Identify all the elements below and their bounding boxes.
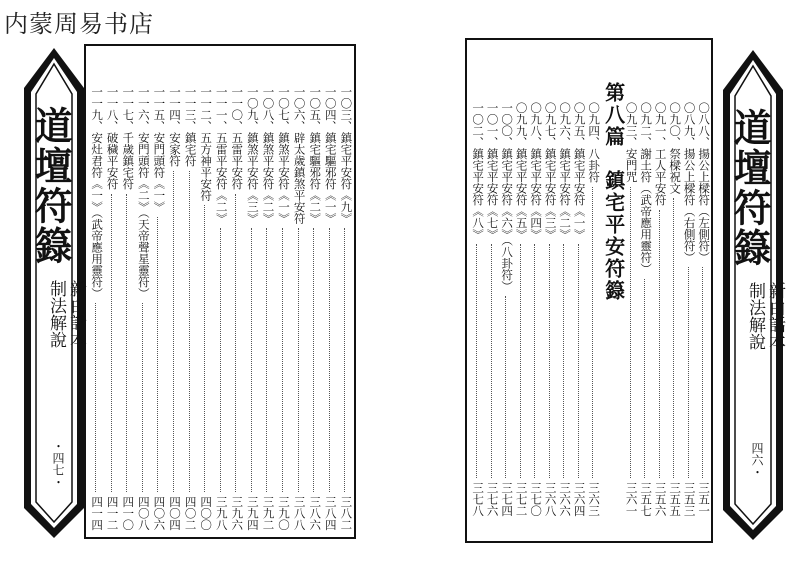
toc-entry[interactable] xyxy=(183,86,198,536)
toc-entry-page: 三六四 xyxy=(572,482,587,517)
toc-entry-title: 一〇五、鎮宅驅邪符《二》 xyxy=(308,86,323,224)
toc-entry-title: 一〇一、鎮宅平安符《七》 xyxy=(485,102,500,240)
toc-entry-title: 一〇九、鎮煞平安符《三》 xyxy=(245,86,260,224)
toc-entry[interactable] xyxy=(682,102,697,522)
page-number: 四六・ xyxy=(750,442,764,478)
dot-leader xyxy=(204,205,206,492)
dot-leader xyxy=(344,228,346,492)
toc-entry[interactable] xyxy=(308,86,323,536)
dot-leader xyxy=(95,303,97,492)
toc-entry[interactable] xyxy=(292,86,307,536)
toc-entry[interactable] xyxy=(245,86,260,536)
dot-leader xyxy=(329,228,331,492)
toc-entry[interactable] xyxy=(668,102,683,522)
left-title-banner xyxy=(24,48,84,538)
toc-entry[interactable] xyxy=(485,102,500,522)
dot-leader xyxy=(251,228,253,492)
toc-entry-page: 三七六 xyxy=(485,482,500,517)
toc-entry[interactable] xyxy=(230,86,245,536)
chapter-title: 第八篇 鎮宅平安符籙 xyxy=(601,82,626,302)
toc-entry-title: 一〇六、辟太歲鎮煞平安符 xyxy=(292,86,307,224)
toc-entry-page: 三五一 xyxy=(697,482,712,517)
dot-leader xyxy=(578,244,580,478)
toc-entry[interactable] xyxy=(152,86,167,536)
right-title-banner xyxy=(723,50,783,540)
dot-leader xyxy=(142,303,144,492)
toc-entry[interactable] xyxy=(543,102,558,522)
toc-entry-page: 三九二 xyxy=(261,496,276,531)
toc-entry-page: 三九四 xyxy=(245,496,260,531)
toc-entry-page: 三六三 xyxy=(587,482,602,517)
toc-entry-page: 四一二 xyxy=(105,496,120,531)
book-subtitle: 新白話本 xyxy=(66,280,86,348)
left-page xyxy=(20,36,356,546)
toc-entry[interactable] xyxy=(323,86,338,536)
dot-leader xyxy=(491,244,493,478)
toc-entry-title: 一一六、安門頭符《二》（天帝聲星靈符） xyxy=(136,86,151,299)
book-title: 道壇符籙 xyxy=(727,108,772,268)
toc-entry-page: 三八二 xyxy=(339,496,354,531)
toc-entry[interactable] xyxy=(587,102,602,522)
toc-entry-title: 一一一、五雷平安符《二》 xyxy=(214,86,229,224)
dot-leader xyxy=(630,187,632,479)
toc-entry-title: 一一七、千歲鎮宅符 xyxy=(121,86,136,190)
dot-leader xyxy=(534,244,536,478)
toc-entry-title: 〇九七、鎮宅平安符《三》 xyxy=(543,102,558,240)
toc-entry-title: 一一八、破穢平安符 xyxy=(105,86,120,190)
toc-entry-title: 一〇二、鎮宅平安符《八》 xyxy=(471,102,486,240)
book-subtitle: 新白話本 xyxy=(765,282,785,350)
dot-leader xyxy=(111,194,113,493)
toc-entry-title: 〇八九、揚公上樑符（右側符） xyxy=(682,102,697,263)
toc-entry[interactable] xyxy=(624,102,639,522)
toc-entry-title: 〇九五、鎮宅平安符《一》 xyxy=(572,102,587,240)
dot-leader xyxy=(520,244,522,478)
toc-entry-page: 三八六 xyxy=(308,496,323,531)
book-subtitle-2: 制法解說 xyxy=(745,282,765,350)
toc-entry-title: 一〇三、鎮宅平安符《九》 xyxy=(339,86,354,224)
dot-leader xyxy=(505,296,507,478)
toc-entry-title: 一一四、安家符 xyxy=(167,86,182,167)
toc-entry-page: 三六八 xyxy=(543,482,558,517)
toc-entry-title: 〇九一、工人平安符 xyxy=(653,102,668,206)
page-number: ・四七・ xyxy=(51,440,65,488)
dot-leader xyxy=(220,228,222,492)
toc-entry-page: 三八四 xyxy=(323,496,338,531)
toc-entry-title: 〇九三、安門咒 xyxy=(624,102,639,183)
toc-entry-page: 三七〇 xyxy=(529,482,544,517)
dot-leader xyxy=(313,228,315,492)
toc-entry-title: 〇九八、鎮宅平安符《四》 xyxy=(529,102,544,240)
toc-entry-title: 一〇七、鎮煞平安符《一》 xyxy=(277,86,292,224)
toc-entry-page: 三七八 xyxy=(471,482,486,517)
toc-list xyxy=(90,86,354,536)
toc-entry[interactable] xyxy=(277,86,292,536)
toc-entry-page: 三八八 xyxy=(292,496,307,531)
dot-leader xyxy=(702,267,704,478)
toc-entry-title: 一一〇、五雷平安符 xyxy=(230,86,245,190)
toc-entry[interactable] xyxy=(261,86,276,536)
toc-entry-page: 三六六 xyxy=(558,482,573,517)
toc-entry-title: 〇九六、鎮宅平安符《二》 xyxy=(558,102,573,240)
toc-entry-page: 四〇四 xyxy=(167,496,182,531)
dot-leader xyxy=(673,198,675,478)
toc-entry-page: 四〇〇 xyxy=(199,496,214,531)
toc-entry[interactable] xyxy=(529,102,544,522)
toc-entry[interactable] xyxy=(339,86,354,536)
toc-entry[interactable] xyxy=(697,102,712,522)
dot-leader xyxy=(688,267,690,478)
dot-leader xyxy=(298,228,300,492)
toc-entry-page: 三六一 xyxy=(624,482,639,517)
toc-entry[interactable] xyxy=(653,102,668,522)
right-page xyxy=(465,36,785,546)
toc-entry-title: 一一二、五方神平安符 xyxy=(199,86,214,201)
chapter-heading xyxy=(601,82,626,522)
toc-entry-title: 一〇四、鎮宅驅邪符《一》 xyxy=(323,86,338,224)
toc-entry-page: 三五三 xyxy=(682,482,697,517)
toc-entry[interactable] xyxy=(167,86,182,536)
book-subtitle-2: 制法解說 xyxy=(46,280,66,348)
toc-entry-title: 〇九〇、祭樑祝文 xyxy=(668,102,683,194)
toc-entry-title: 一〇〇、鎮宅平安符《六》（八卦符） xyxy=(500,102,515,292)
toc-entry[interactable] xyxy=(514,102,529,522)
toc-entry[interactable] xyxy=(639,102,654,522)
toc-entry-page: 四〇八 xyxy=(136,496,151,531)
watermark: 内蒙周易书店 xyxy=(4,10,154,38)
dot-leader xyxy=(282,228,284,492)
toc-entry-page: 三七二 xyxy=(514,482,529,517)
toc-entry[interactable] xyxy=(90,86,105,536)
toc-entry[interactable] xyxy=(121,86,136,536)
dot-leader xyxy=(549,244,551,478)
toc-entry[interactable] xyxy=(199,86,214,536)
toc-entry[interactable] xyxy=(471,102,486,522)
toc-entry[interactable] xyxy=(572,102,587,522)
dot-leader xyxy=(563,244,565,478)
dot-leader xyxy=(476,244,478,478)
book-title: 道壇符籙 xyxy=(28,106,73,266)
toc-entry-title: 〇九九、鎮宅平安符《五》 xyxy=(514,102,529,240)
toc-entry-title: 一一九、安灶君符《一》（武帝應用靈符） xyxy=(90,86,105,299)
toc-entry-title: 一一三、鎮宅符 xyxy=(183,86,198,167)
dot-leader xyxy=(659,210,661,479)
dot-leader xyxy=(644,279,646,479)
toc-entry-page: 三九〇 xyxy=(277,496,292,531)
toc-entry[interactable] xyxy=(105,86,120,536)
toc-entry-page: 三九八 xyxy=(214,496,229,531)
toc-entry-page: 三五五 xyxy=(668,482,683,517)
toc-entry-page: 三五七 xyxy=(639,482,654,517)
toc-entry[interactable] xyxy=(500,102,515,522)
dot-leader xyxy=(592,187,594,479)
toc-entry-title: 一一五、安門頭符《一》 xyxy=(152,86,167,213)
dot-leader xyxy=(173,171,175,493)
toc-entry-page: 四一〇 xyxy=(121,496,136,531)
toc-entry-page: 三九六 xyxy=(230,496,245,531)
toc-entry-title: 〇八八、揚公上樑符（左側符） xyxy=(697,102,712,263)
toc-entry[interactable] xyxy=(136,86,151,536)
toc-entry[interactable] xyxy=(558,102,573,522)
toc-entry-page: 四〇六 xyxy=(152,496,167,531)
toc-entry-title: 〇九四、八卦符 xyxy=(587,102,602,183)
toc-entry[interactable] xyxy=(214,86,229,536)
toc-list xyxy=(471,82,712,522)
toc-entry-page: 三五六 xyxy=(653,482,668,517)
dot-leader xyxy=(235,194,237,493)
dot-leader xyxy=(126,194,128,493)
toc-entry-page: 三七四 xyxy=(500,482,515,517)
toc-entry-page: 四一四 xyxy=(90,496,105,531)
toc-entry-title: 〇九二、謝土符（武帝應用靈符） xyxy=(639,102,654,275)
dot-leader xyxy=(189,171,191,493)
dot-leader xyxy=(266,228,268,492)
toc-entry-page: 四〇二 xyxy=(183,496,198,531)
toc-entry-title: 一〇八、鎮煞平安符《二》 xyxy=(261,86,276,224)
dot-leader xyxy=(157,217,159,493)
